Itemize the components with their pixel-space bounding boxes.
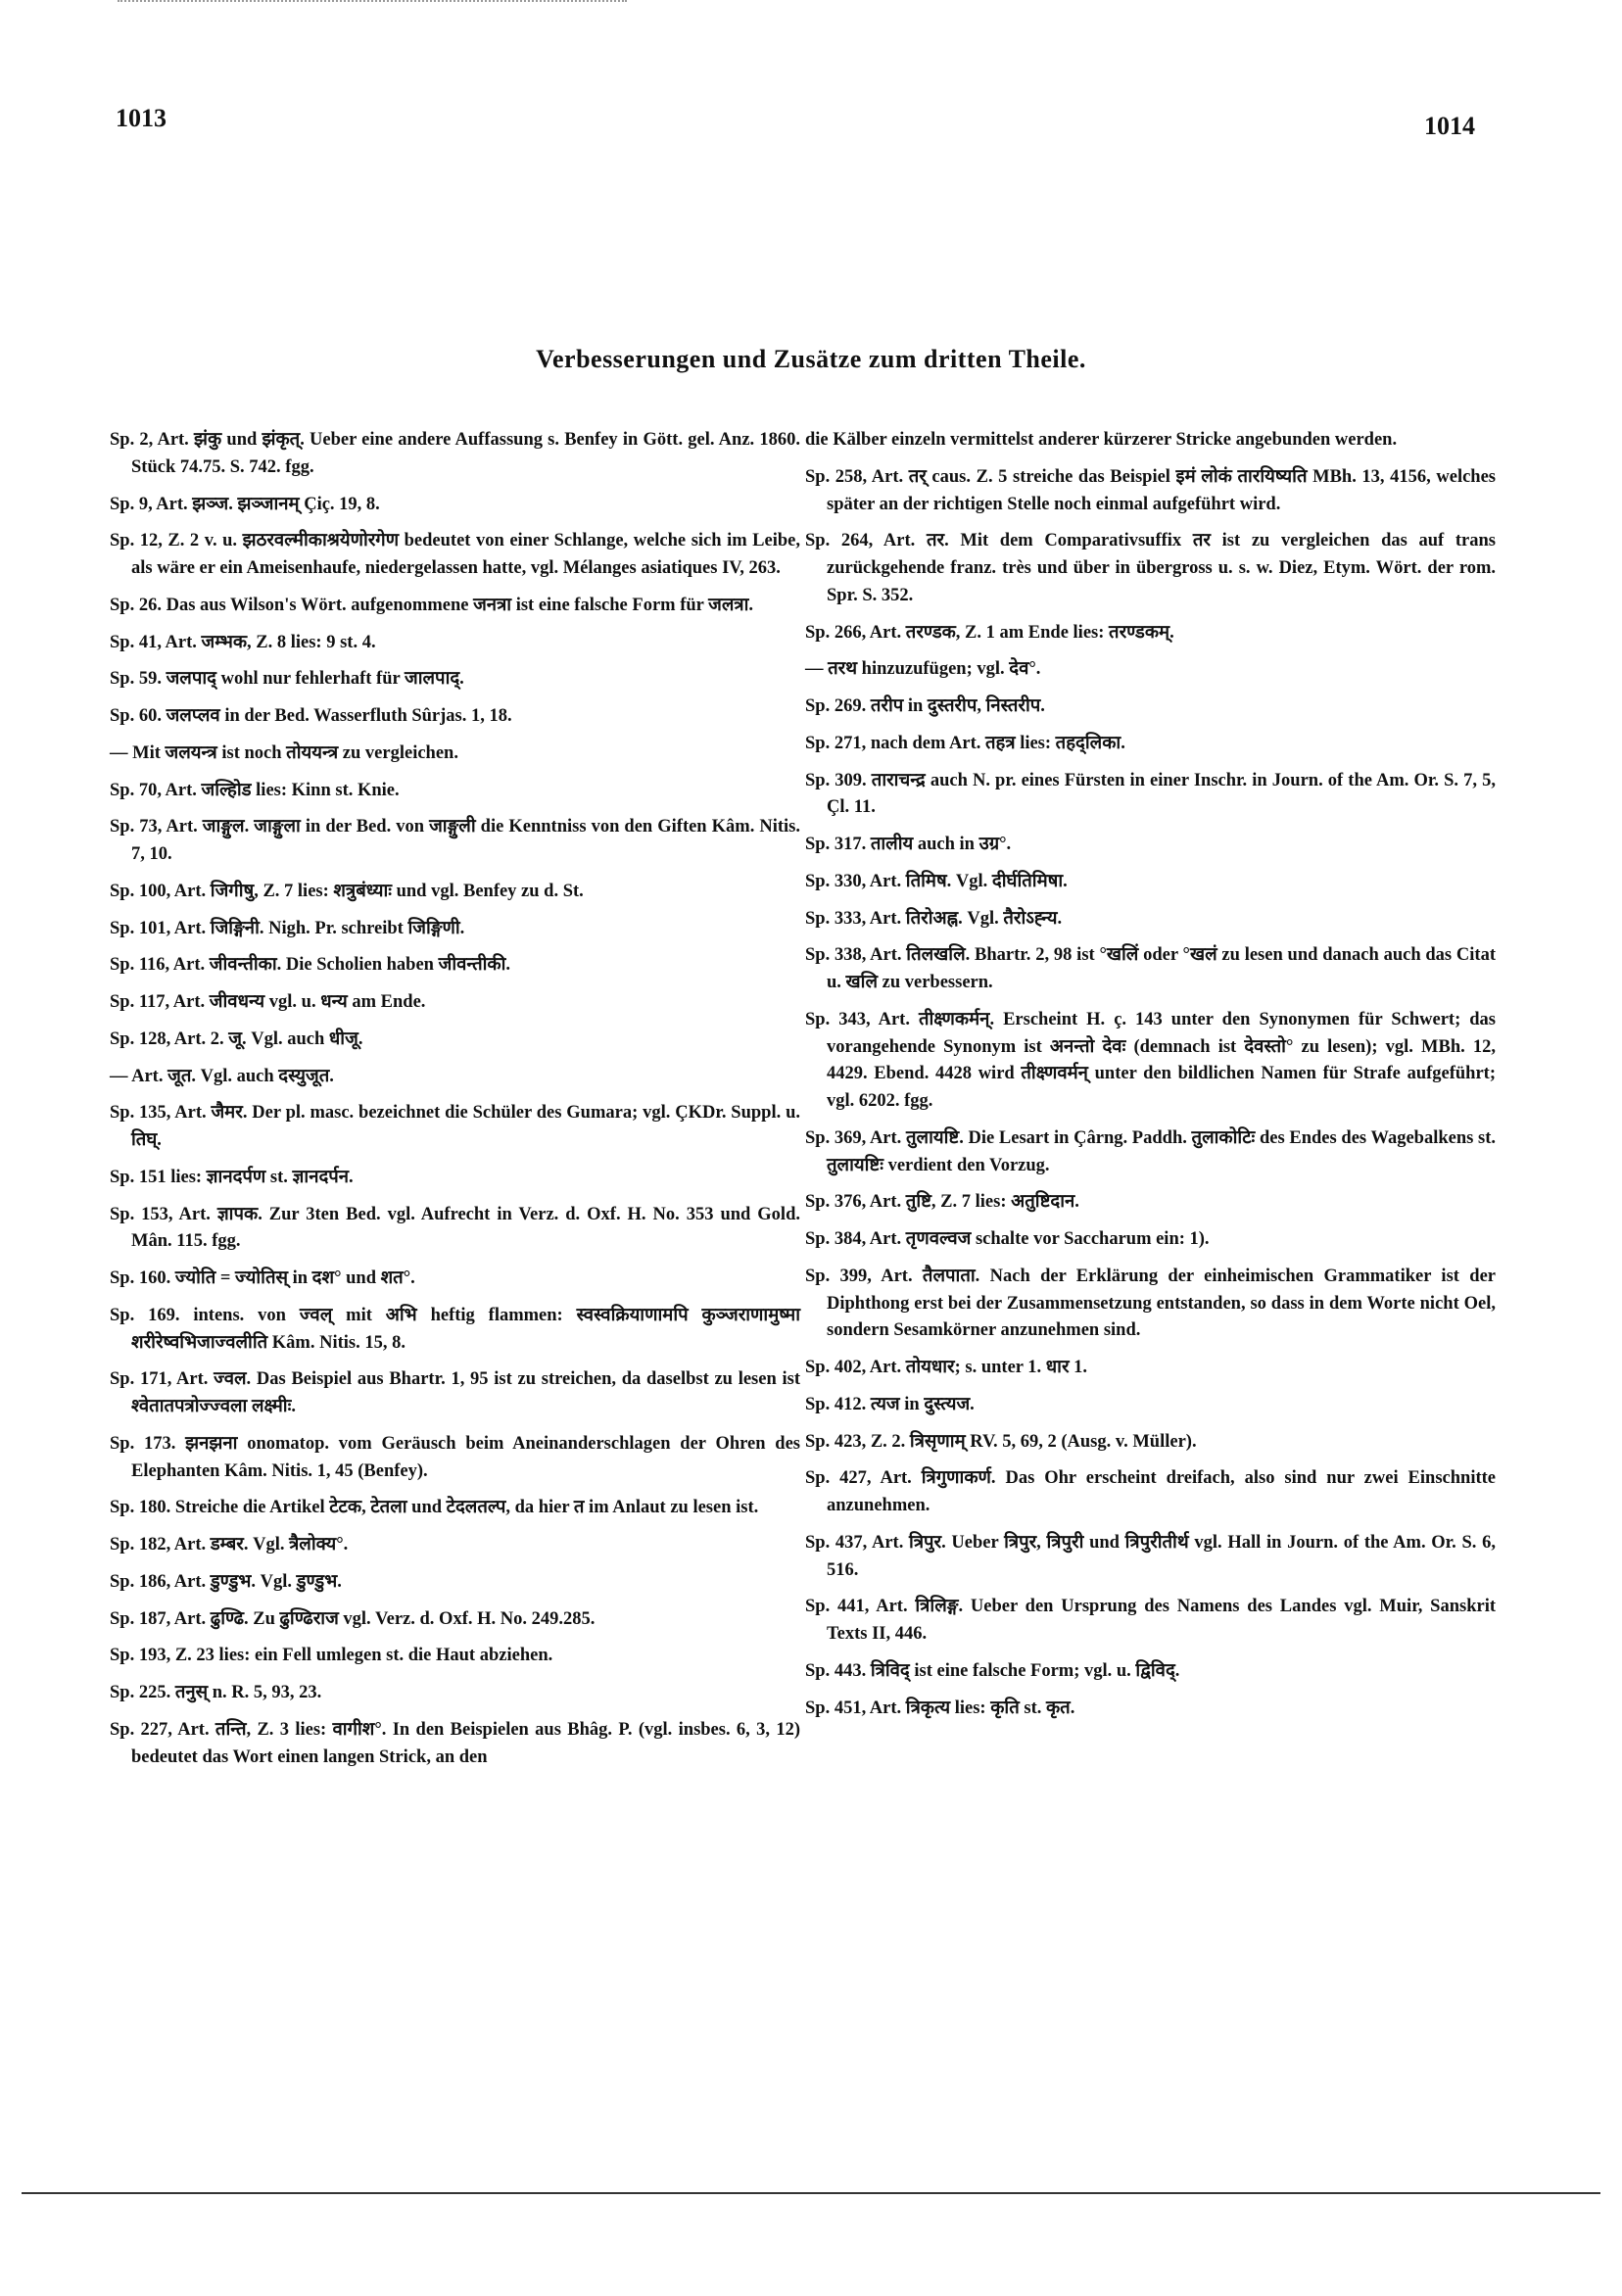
right-column (805, 427, 1496, 1732)
correction-entry: Sp. 258, Art. तर् caus. Z. 5 streiche das Beispiel इमं लोकं तारयिष्यति MBh. 13, 4156, welches später an der richtigen Stelle noch einmal aufgeführt wird. (805, 466, 1496, 514)
correction-entry: Sp. 412. त्यज in दुस्त्यज. (805, 1394, 975, 1414)
correction-entry: Sp. 399, Art. तैलपाता. Nach der Erklärung der einheimischen Grammatiker ist der Diphthong erst bei der Zusammensetzung entstanden, so dass in dem Worte nicht Oel, sondern Sesamkörner anzunehmen sind. (805, 1266, 1496, 1341)
correction-entry: Sp. 12, Z. 2 v. u. झठरवल्मीकाश्रयेणोरगेण bedeutet von einer Schlange, welche sich im Leibe, als wäre er ein Ameisenhaufe, niedergelassen hatte, vgl. Mélanges asiatiques IV, 263. (110, 531, 800, 578)
correction-entry: Sp. 451, Art. त्रिकृत्य lies: कृति st. कृत. (805, 1698, 1075, 1718)
correction-entry: Sp. 128, Art. 2. जू. Vgl. auch धीजू. (110, 1028, 363, 1049)
correction-entry: Sp. 180. Streiche die Artikel टेटक, टेतला und टेदलतल्प, da hier त im Anlaut zu lesen ist. (110, 1498, 759, 1518)
correction-entry: Sp. 376, Art. तुष्टि, Z. 7 lies: अतुष्टिदान. (805, 1192, 1079, 1213)
correction-entry: Sp. 171, Art. ज्वल. Das Beispiel aus Bhartr. 1, 95 ist zu streichen, da daselbst zu lesen ist श्वेतातपत्रोज्ज्वला लक्ष्मीः. (110, 1369, 800, 1416)
correction-entry: Sp. 427, Art. त्रिगुणाकर्ण. Das Ohr erscheint dreifach, also sind nur zwei Einschnitte anzunehmen. (805, 1468, 1496, 1515)
correction-entry: Sp. 100, Art. जिगीषु, Z. 7 lies: शत्रुबंध्याः und vgl. Benfey zu d. St. (110, 881, 584, 901)
correction-entry: Sp. 73, Art. जाङ्गुल. जाङ्गुला in der Bed. von जाङ्गुली die Kenntniss von den Giften Kâm. Nitis. 7, 10. (110, 817, 800, 864)
correction-entry: Sp. 423, Z. 2. त्रिसृणाम् RV. 5, 69, 2 (Ausg. v. Müller). (805, 1431, 1197, 1452)
left-column (110, 427, 800, 1781)
bottom-rule (22, 2192, 1600, 2194)
correction-entry: Sp. 264, Art. तर. Mit dem Comparativsuffix तर ist zu vergleichen das auf trans zurückgehende franz. très und über in übergross u. s. w. Diez, Etym. Wört. der rom. Spr. S. 352. (805, 531, 1496, 605)
correction-entry: — तरथ hinzuzufügen; vgl. देव°. (805, 659, 1041, 680)
correction-entry: die Kälber einzeln vermittelst anderer kürzerer Stricke angebunden werden. (805, 430, 1398, 450)
correction-entry: Sp. 330, Art. तिमिष. Vgl. दीर्घतिमिषा. (805, 871, 1068, 891)
scan-edge-marks (118, 0, 627, 5)
correction-entry: Sp. 343, Art. तीक्ष्णकर्मन्. Erscheint H. ç. 143 unter den Synonymen für Schwert; das vorangehende Synonym ist अनन्तो देवः (demnach ist देवस्तो° zu lesen); vgl. MBh. 12, 4429. Ebend. 4428 wird तीक्ष्णवर्मन् unter den bildlichen Namen für Strafe aufgeführt; vgl. 6202. fgg. (805, 1009, 1496, 1111)
correction-entry: Sp. 402, Art. तोयधार; s. unter 1. धार 1. (805, 1358, 1088, 1377)
correction-entry: Sp. 309. ताराचन्द्र auch N. pr. eines Fürsten in einer Inschr. in Journ. of the Am. Or. S. 7, 5, Çl. 11. (805, 770, 1496, 818)
correction-entry: Sp. 59. जलपाद् wohl nur fehlerhaft für जालपाद्. (110, 669, 464, 690)
correction-entry: Sp. 41, Art. जम्भक, Z. 8 lies: 9 st. 4. (110, 632, 376, 652)
page-number-right: 1014 (1424, 112, 1475, 140)
correction-entry: Sp. 153, Art. ज्ञापक. Zur 3ten Bed. vgl. Aufrecht in Verz. d. Oxf. H. No. 353 und Gold. Mân. 115. fgg. (110, 1204, 800, 1252)
correction-entry: — Art. जूत. Vgl. auch दस्युजूत. (110, 1066, 334, 1086)
correction-entry: — Mit जलयन्त्र ist noch तोययन्त्र zu vergleichen. (110, 742, 458, 763)
correction-entry: Sp. 441, Art. त्रिलिङ्ग. Ueber den Ursprung des Namens des Landes vgl. Muir, Sanskrit Texts II, 446. (805, 1597, 1496, 1644)
correction-entry: Sp. 227, Art. तन्ति, Z. 3 lies: वागीश°. In den Beispielen aus Bhâg. P. (vgl. insbes. 6, 3, 12) bedeutet das Wort einen langen Strick, an den (110, 1719, 800, 1767)
correction-entry: Sp. 26. Das aus Wilson's Wört. aufgenommene जनत्रा ist eine falsche Form für जलत्रा. (110, 595, 754, 615)
correction-entry: Sp. 437, Art. त्रिपुर. Ueber त्रिपुर, त्रिपुरी und त्रिपुरीतीर्थ vgl. Hall in Journ. of the Am. Or. S. 6, 516. (805, 1532, 1496, 1580)
correction-entry: Sp. 269. तरीप in दुस्तरीप, निस्तरीप. (805, 696, 1045, 716)
correction-entry: Sp. 338, Art. तिलखलि. Bhartr. 2, 98 ist °खलिं oder °खलं zu lesen und danach auch das Citat u. खलि zu verbessern. (805, 945, 1496, 992)
correction-entry: Sp. 193, Z. 23 lies: ein Fell umlegen st. die Haut abziehen. (110, 1646, 553, 1666)
correction-entry: Sp. 117, Art. जीवधन्य vgl. u. धन्य am Ende. (110, 992, 426, 1012)
page-number-left: 1013 (116, 104, 167, 132)
correction-entry: Sp. 9, Art. झञ्ज. झञ्जानम् Çiç. 19, 8. (110, 494, 380, 514)
correction-entry: Sp. 225. तनुस् n. R. 5, 93, 23. (110, 1683, 322, 1702)
correction-entry: Sp. 151 lies: ज्ञानदर्पण st. ज्ञानदर्पन. (110, 1167, 354, 1187)
correction-entry: Sp. 443. त्रिविद् ist eine falsche Form; vgl. u. द्विविद्. (805, 1660, 1180, 1681)
correction-entry: Sp. 173. झनझना onomatop. vom Geräusch beim Aneinanderschlagen der Ohren des Elephanten Kâm. Nitis. 1, 45 (Benfey). (110, 1433, 800, 1481)
correction-entry: Sp. 317. तालीय auch in उग्र°. (805, 835, 1012, 854)
correction-entry: Sp. 2, Art. झंकु und झंकृत्. Ueber eine andere Auffassung s. Benfey in Gött. gel. Anz. 1860. Stück 74.75. S. 742. fgg. (110, 430, 800, 477)
correction-entry: Sp. 60. जलप्लव in der Bed. Wasserfluth Sûrjas. 1, 18. (110, 706, 512, 726)
correction-entry: Sp. 116, Art. जीवन्तीका. Die Scholien haben जीवन्तीकी. (110, 955, 511, 976)
correction-entry: Sp. 333, Art. तिरोअह्न. Vgl. तैरोऽह्न्य. (805, 908, 1063, 929)
correction-entry: Sp. 135, Art. जैमर. Der pl. masc. bezeichnet die Schüler des Gumara; vgl. ÇKDr. Suppl. u. तिघ्. (110, 1103, 800, 1150)
correction-entry: Sp. 384, Art. तृणवल्वज schalte vor Saccharum ein: 1). (805, 1229, 1210, 1249)
correction-entry: Sp. 101, Art. जिङ्गिनी. Nigh. Pr. schreibt जिङ्गिणी. (110, 918, 465, 938)
correction-entry: Sp. 160. ज्योति = ज्योतिस् in दश° und शत°. (110, 1268, 415, 1288)
correction-entry: Sp. 271, nach dem Art. तहत्र lies: तहद्लिका. (805, 733, 1125, 753)
correction-entry: Sp. 70, Art. जल्हिोड lies: Kinn st. Knie. (110, 780, 400, 800)
correction-entry: Sp. 187, Art. ढुण्ढि. Zu ढुण्ढिराज vgl. Verz. d. Oxf. H. No. 249.285. (110, 1608, 596, 1629)
correction-entry: Sp. 266, Art. तरण्डक, Z. 1 am Ende lies: तरण्डकम्. (805, 622, 1174, 643)
page-title: Verbesserungen und Zusätze zum dritten Theile. (536, 345, 1086, 373)
correction-entry: Sp. 369, Art. तुलायष्टि. Die Lesart in Çârng. Paddh. तुलाकोटिः des Endes des Wagebalkens st. तुलायष्टिः verdient den Vorzug. (805, 1127, 1496, 1175)
correction-entry: Sp. 186, Art. डुण्डुभ. Vgl. डुण्डुभ. (110, 1571, 342, 1592)
correction-entry: Sp. 169. intens. von ज्वल् mit अभि heftig flammen: स्वस्वक्रियाणामपि कुञ्जराणामुष्मा शरीरेष्वभिजाज्वलीति Kâm. Nitis. 15, 8. (110, 1305, 800, 1353)
correction-entry: Sp. 182, Art. डम्बर. Vgl. त्रैलोक्य°. (110, 1535, 349, 1555)
